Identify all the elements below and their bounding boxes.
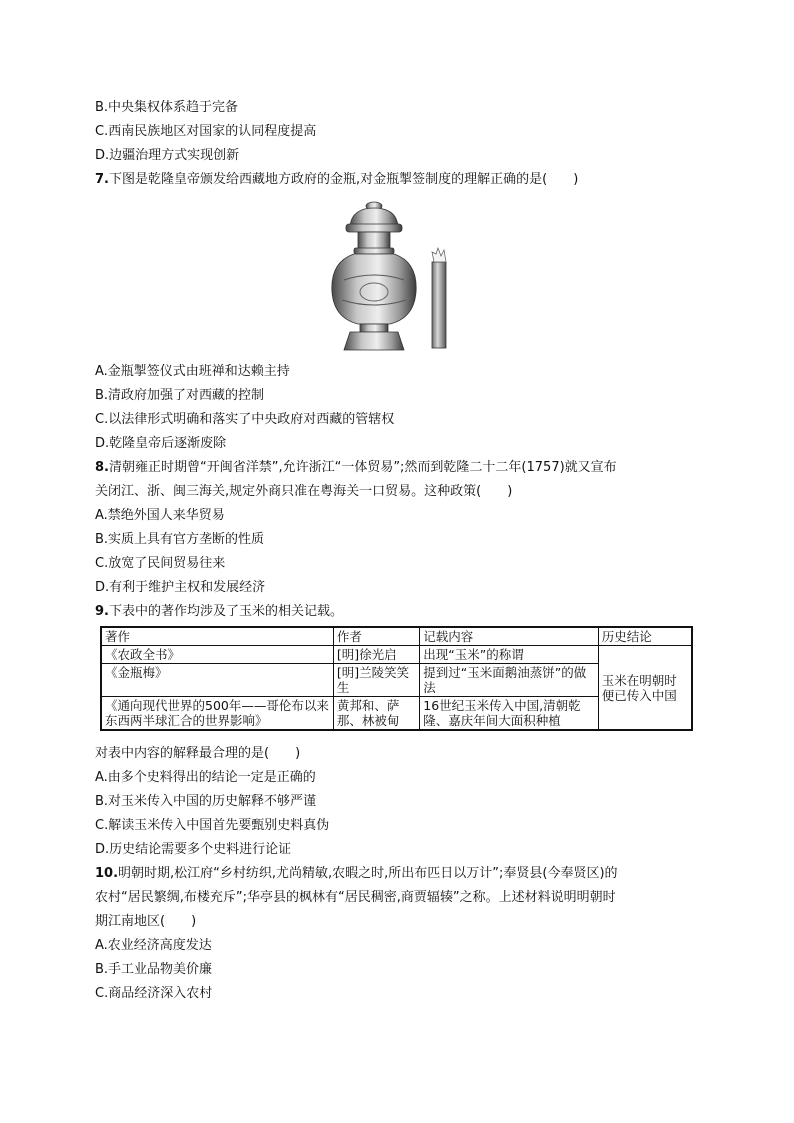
q6-option-b: B.中央集权体系趋于完备 (95, 100, 239, 115)
header-record: 记载内容 (420, 627, 599, 646)
q9-option-d: D.历史结论需要多个史料进行论证 (95, 842, 292, 857)
corn-records-table (100, 626, 693, 731)
cell-author: [明]徐光启 (333, 646, 419, 664)
cell-record: 出现“玉米”的称谓 (420, 646, 599, 664)
cell-work: 《金瓶梅》 (101, 664, 333, 697)
cell-work: 《通向现代世界的500年——哥伦布以来东西两半球汇合的世界影响》 (101, 697, 333, 731)
q8-option-b: B.实质上具有官方垄断的性质 (95, 532, 265, 547)
cell-conclusion: 玉米在明朝时便已传入中国 (598, 646, 692, 731)
cell-author: [明]兰陵笑笑生 (333, 664, 419, 697)
q6-option-c: C.西南民族地区对国家的认同程度提高 (95, 124, 317, 139)
cell-work: 《农政全书》 (101, 646, 333, 664)
q10-stem-line1 (95, 866, 618, 882)
q6-option-d: D.边疆治理方式实现创新 (95, 148, 240, 163)
cell-record: 16世纪玉米传入中国,清朝乾隆、嘉庆年间大面积种植 (420, 697, 599, 731)
header-work: 著作 (101, 627, 333, 646)
urn-shape (332, 202, 416, 350)
golden-urn-illustration (328, 200, 464, 356)
q9-option-c: C.解读玉米传入中国首先要甄别史料真伪 (95, 818, 330, 833)
q10-stem-text-1: 明朝时期,松江府“乡村纺织,尤尚精敏,农暇之时,所出布匹日以万计”;奉贤县(今奉贤区)的 (118, 866, 618, 881)
q10-option-a: A.农业经济高度发达 (95, 938, 212, 953)
q9-option-a: A.由多个史料得出的结论一定是正确的 (95, 770, 316, 785)
lot-tube-shape (432, 248, 446, 348)
q8-option-d: D.有利于维护主权和发展经济 (95, 580, 266, 595)
q10-number: 10. (95, 866, 119, 881)
header-author: 作者 (333, 627, 419, 646)
q9-followup: 对表中内容的解释最合理的是( ) (95, 746, 301, 761)
table-header-row (101, 627, 692, 646)
q7-option-d: D.乾隆皇帝后逐渐废除 (95, 436, 227, 451)
q7-number: 7. (95, 172, 109, 187)
q10-stem-line3: 期江南地区( ) (95, 914, 197, 929)
cell-record: 提到过“玉米面鹅油蒸饼”的做法 (420, 664, 599, 697)
golden-urn-figure (328, 200, 464, 356)
q8-stem-text-1: 清朝雍正时期曾“开闽省洋禁”,允许浙江“一体贸易”;然而到乾隆二十二年(1757)就又宣布 (108, 460, 617, 475)
q8-option-c: C.放宽了民间贸易往来 (95, 556, 226, 571)
q9-stem (95, 604, 343, 620)
q7-option-a: A.金瓶掣签仪式由班禅和达赖主持 (95, 364, 290, 379)
q10-option-c: C.商品经济深入农村 (95, 986, 213, 1001)
q9-option-b: B.对玉米传入中国的历史解释不够严谨 (95, 794, 317, 809)
q8-stem-line2: 关闭江、浙、闽三海关,规定外商只准在粤海关一口贸易。这种政策( ) (95, 484, 513, 499)
cell-author: 黄邦和、萨那、林被甸 (333, 697, 419, 731)
q7-option-b: B.清政府加强了对西藏的控制 (95, 388, 265, 403)
q7-stem-text: 下图是乾隆皇帝颁发给西藏地方政府的金瓶,对金瓶掣签制度的理解正确的是( ) (108, 172, 579, 187)
q8-number: 8. (95, 460, 109, 475)
q7-option-c: C.以法律形式明确和落实了中央政府对西藏的管辖权 (95, 412, 395, 427)
table-row (101, 646, 692, 664)
q7-stem (95, 172, 578, 188)
q10-stem-line2: 农村“居民繁绸,布楼充斥”;华亭县的枫林有“居民稠密,商贾辐辏”之称。上述材料说明明朝时 (95, 890, 616, 905)
q10-option-b: B.手工业品物美价廉 (95, 962, 213, 977)
q8-stem-line1 (95, 460, 617, 476)
q8-option-a: A.禁绝外国人来华贸易 (95, 508, 225, 523)
header-conclusion: 历史结论 (598, 627, 692, 646)
q9-stem-text: 下表中的著作均涉及了玉米的相关记载。 (108, 604, 343, 619)
q9-number: 9. (95, 604, 109, 619)
